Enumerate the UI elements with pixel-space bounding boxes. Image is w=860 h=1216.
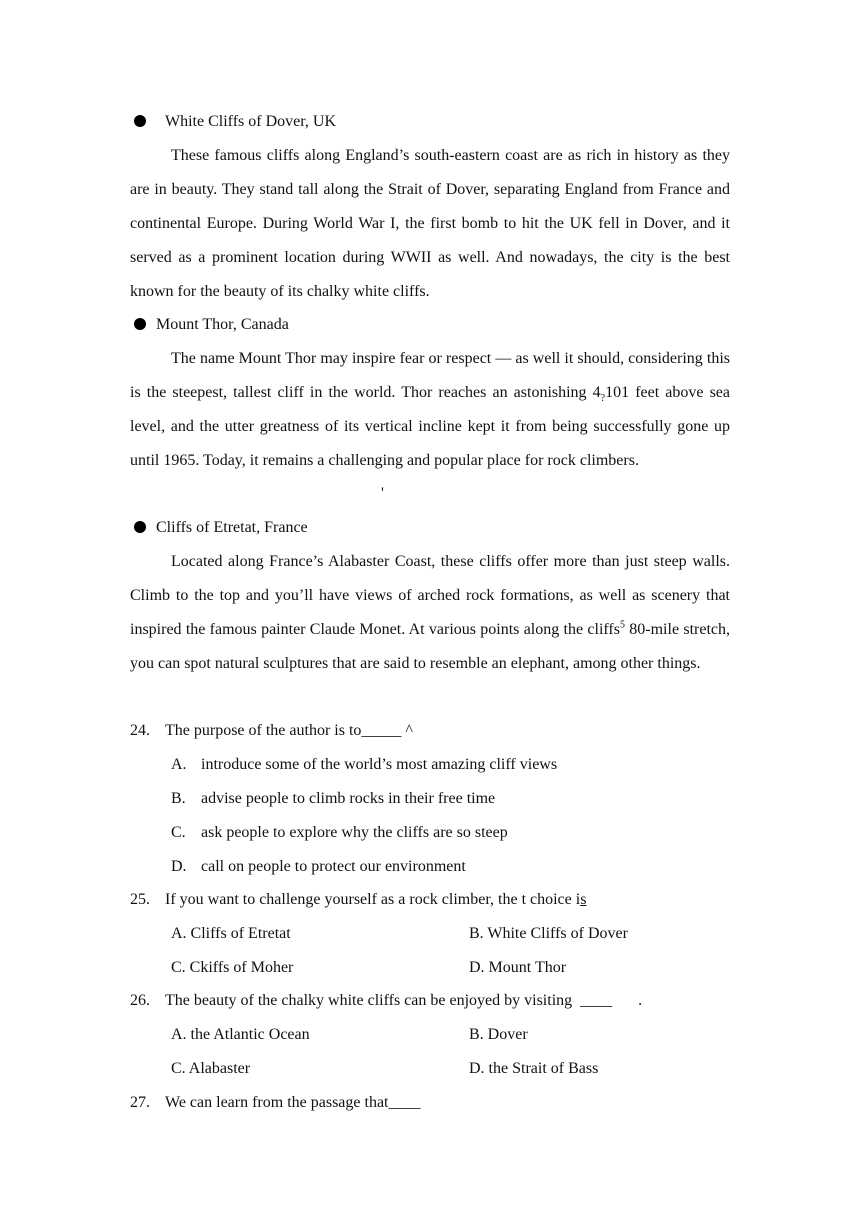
option-24c[interactable] [171,823,508,843]
stray-mark: ' [381,485,384,502]
bullet-icon [134,115,146,127]
question-24 [130,721,413,741]
option-24b[interactable] [171,789,495,809]
question-stem: The beauty of the chalky white cliffs can be enjoyed by visiting [165,992,573,1009]
option-24d[interactable] [171,857,466,877]
option-text: call on people to protect our environment [201,858,466,875]
option-25d[interactable]: D. Mount Thor [469,959,567,976]
section-body-thor [130,342,730,478]
answer-blank[interactable]: ____ [580,992,613,1009]
question-number: 27. [130,1094,150,1111]
option-25c[interactable]: C. Ckiffs of Moher [171,959,294,976]
question-stem: We can learn from the passage that____ [165,1094,421,1111]
question-27 [130,1093,421,1113]
option-letter: A. [171,756,187,773]
option-letter: D. [171,858,187,875]
section-body-dover: These famous cliffs along England’s south-eastern coast are as rich in history as they are in beauty. They stand tall along the Strait of Dover, separating England from France and continental Europe. During World War I, the first bomb to hit the UK fell in Dover, and it served as a prominent location during WWII as well. And nowadays, the city is the best known for the beauty of its chalky white cliffs. [130,147,730,300]
question-stem: If you want to challenge yourself as a rock climber, the t choice i [165,891,581,908]
question-stem-underlined: s [580,891,587,908]
body-text: Located along France’s Alabaster Coast, these cliffs offer more than just steep walls. Climb to the top and you’ll have views of arched rock formations, as well as scenery that inspired the famous painter Claude Monet. At various points along the cliffs [130,553,730,638]
option-26b[interactable]: B. Dover [469,1026,528,1043]
question-end: . [638,992,643,1009]
option-25b[interactable]: B. White Cliffs of Dover [469,925,628,942]
section-heading-dover: White Cliffs of Dover, UK [165,113,337,130]
question-25 [130,890,586,910]
option-26d[interactable]: D. the Strait of Bass [469,1060,599,1077]
body-text: The name Mount Thor may inspire fear or respect — as well it should, considering this is the steepest, tallest cliff in the world. Thor reaches an astonishing 4 [130,350,730,401]
option-25a[interactable]: A. Cliffs of Etretat [171,925,291,942]
option-26a[interactable]: A. the Atlantic Ocean [171,1026,310,1043]
question-stem: The purpose of the author is to_____ ^ [165,722,413,739]
option-26c[interactable]: C. Alabaster [171,1060,251,1077]
question-number: 26. [130,992,150,1009]
option-letter: C. [171,824,186,841]
stray-mark: ? [600,393,606,405]
question-26 [130,991,642,1011]
body-text: 101 feet above sea level, and the utter greatness of its vertical incline kept it from being successfully gone up until 1965. Today, it remains a challenging and popular place for rock climbers. [130,384,730,469]
superscript: 5 [619,619,625,631]
body-text: 80-mile stretch, you can spot natural sculptures that are said to resemble an elephant, among other things. [130,621,730,672]
section-heading-thor: Mount Thor, Canada [156,316,289,333]
section-body-etretat [130,545,730,681]
question-number: 25. [130,891,150,908]
option-text: ask people to explore why the cliffs are so steep [201,824,508,841]
option-text: introduce some of the world’s most amazing cliff views [201,756,558,773]
option-text: advise people to climb rocks in their free time [201,790,496,807]
option-24a[interactable] [171,755,557,775]
question-number: 24. [130,722,150,739]
bullet-icon [134,521,146,533]
option-letter: B. [171,790,186,807]
section-heading-etretat: Cliffs of Etretat, France [156,519,308,536]
bullet-icon [134,318,146,330]
